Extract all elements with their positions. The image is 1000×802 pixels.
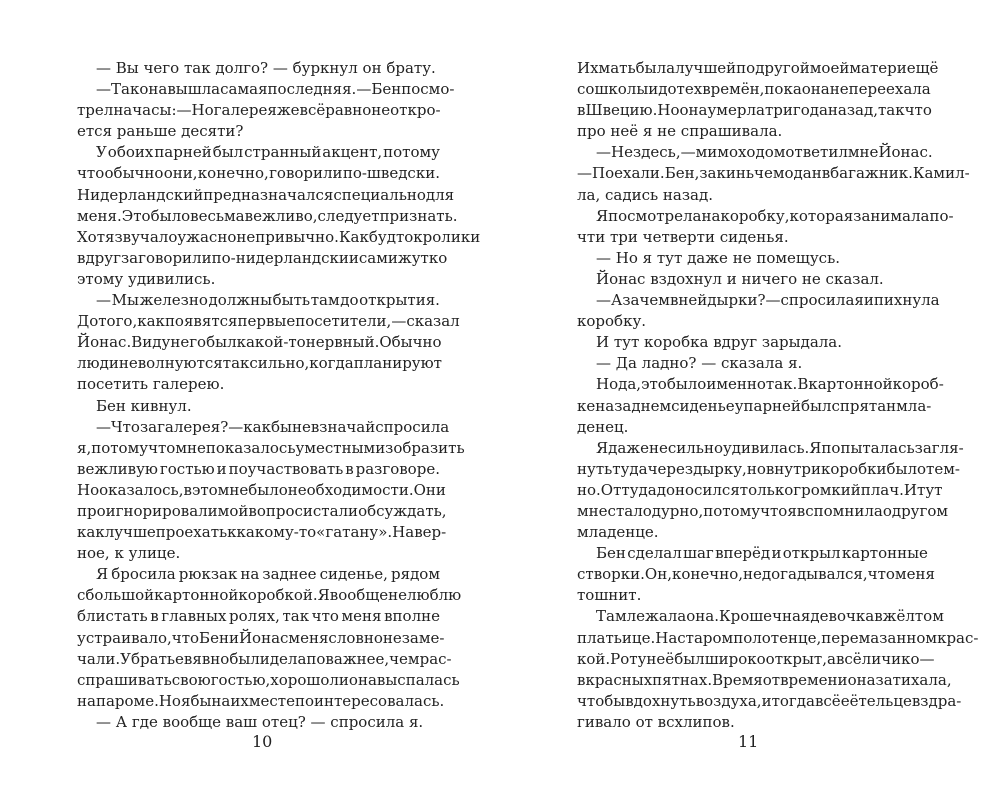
- text-line: — Вы чего так долго? — буркнул он брату.: [96, 59, 436, 77]
- text-line: как лучше проехать к какому-то «гатану». Навер-: [77, 523, 447, 542]
- text-line: я, потому что мне показалось уместным изобразить: [77, 438, 465, 457]
- text-line: Йонас вздохнул и ничего не сказал.: [596, 269, 884, 288]
- text-line: со школы и до тех времён, пока она не переехала: [577, 80, 931, 99]
- text-line: вдруг заговорили по-нидерландски и сами жутко: [77, 248, 448, 267]
- text-line: Бен сделал шаг вперёд и открыл картонные: [596, 544, 928, 563]
- text-line: но. Оттуда доносился только громкий плач. И тут: [577, 480, 943, 499]
- text-line: Их мать была лучшей подругой моей матери ещё: [577, 59, 939, 77]
- text-line: Но оказалось, в этом не было необходимости. Они: [77, 480, 446, 499]
- text-line: — Так она вышла самая последняя. — Бен посмо-: [96, 80, 455, 99]
- text-line: — Да ладно? — сказала я.: [596, 354, 803, 373]
- text-line: младенце.: [577, 523, 659, 542]
- text-line: — Поехали. Бен, закинь чемодан в багажник. Камил-: [577, 164, 970, 183]
- text-line: Я бросила рюкзак на заднее сиденье, рядом: [96, 565, 440, 584]
- left-page-text: [77, 58, 481, 733]
- text-line: Я даже не сильно удивилась. Я попыталась загля-: [596, 438, 964, 457]
- text-line: денец.: [577, 417, 629, 436]
- text-line: в Швецию. Но она умерла три года назад, так что: [577, 101, 932, 120]
- text-line: До того, как появятся первые посетители, — сказал: [77, 312, 460, 331]
- text-line: про неё я не спрашивала.: [577, 122, 783, 141]
- text-line: этому удивились.: [77, 269, 216, 288]
- text-line: коробку.: [577, 312, 647, 331]
- text-line: Бен кивнул.: [96, 396, 192, 415]
- text-line: ла, садись назад.: [577, 185, 713, 204]
- text-line: Но да, это было именно так. В картонной короб-: [596, 375, 944, 394]
- text-line: блистать в главных ролях, так что меня вполне: [77, 607, 440, 626]
- text-line: нуть туда через дырку, но внутри коробки было тем-: [577, 459, 960, 478]
- page-number-left: 10: [252, 732, 273, 751]
- text-line: Я посмотрела на коробку, которая занимала по-: [596, 206, 954, 225]
- text-line: — Что за галерея? — как бы невзначай спросила: [96, 417, 450, 436]
- text-line: тошнит.: [577, 586, 642, 605]
- text-line: Там лежала она. Крошечная девочка в жёлтом: [596, 607, 944, 626]
- text-line: посетить галерею.: [77, 375, 225, 394]
- text-line: створки. Он, конечно, не догадывался, что меня: [577, 565, 935, 584]
- right-page-text: [577, 58, 979, 733]
- text-line: кой. Рот у неё был широко открыт, а всё личико —: [577, 649, 935, 668]
- text-line: в красных пятнах. Время от времени она затихала,: [577, 670, 952, 689]
- text-line: — Но я тут даже не помещусь.: [596, 248, 841, 267]
- text-line: чти три четверти сиденья.: [577, 227, 789, 246]
- text-line: спрашивать свою гостью, хорошо ли она выспалась: [77, 670, 460, 689]
- text-line: платьице. На старом полотенце, перемазанном крас-: [577, 628, 979, 647]
- text-line: Нидерландский предназначался специально для: [77, 185, 455, 204]
- text-line: И тут коробка вдруг зарыдала.: [596, 333, 843, 352]
- text-line: Хотя звучало ужасно непривычно. Как будто кролики: [77, 227, 481, 246]
- text-line: — А зачем в ней дырки? — спросила я и пихнула: [596, 291, 940, 310]
- text-line: что обычно они, конечно, говорили по-шведски.: [77, 164, 440, 183]
- text-line: люди не волнуются так сильно, когда планируют: [77, 354, 442, 373]
- text-line: гивало от всхлипов.: [577, 712, 735, 731]
- text-line: чали. У братьев явно были дела поважнее, чем рас-: [77, 649, 452, 668]
- text-line: чтобы вдохнуть воздуха, и тогда всё её тельце вздра-: [577, 691, 962, 710]
- text-line: У обоих парней был странный акцент, потому: [96, 143, 440, 162]
- text-line: — Мы железно должны быть там до открытия.: [96, 291, 440, 310]
- page-number-right: 11: [738, 732, 759, 751]
- text-line: трел на часы: — Но галерея же всё равно не откро-: [77, 101, 441, 120]
- text-line: меня. Это было весьма вежливо, следует признать.: [77, 206, 458, 225]
- text-line: — Не здесь, — мимоходом ответил мне Йонас.: [596, 143, 933, 162]
- text-line: ется раньше десяти?: [77, 122, 244, 141]
- text-line: вежливую гостью и поучаствовать в разговоре.: [77, 459, 440, 478]
- text-line: ное, к улице.: [77, 544, 181, 563]
- text-line: мне стало дурно, потому что я вспомнила о другом: [577, 501, 949, 520]
- text-line: на пароме. Но я бы на их месте поинтересовалась.: [77, 691, 445, 710]
- text-line: устраивало, что Бен и Йонас меня словно не заме-: [77, 628, 445, 647]
- text-line: — А где вообще ваш отец? — спросила я.: [96, 712, 424, 731]
- text-line: Йонас. Вид у него был какой-то нервный. Обычно: [77, 333, 442, 352]
- text-line: с большой картонной коробкой. Я вообще не люблю: [77, 586, 462, 605]
- text-line: проигнорировали мой вопрос и стали обсуждать,: [77, 501, 447, 520]
- text-line: ке на заднем сиденье у парней был спрятан мла-: [577, 396, 932, 415]
